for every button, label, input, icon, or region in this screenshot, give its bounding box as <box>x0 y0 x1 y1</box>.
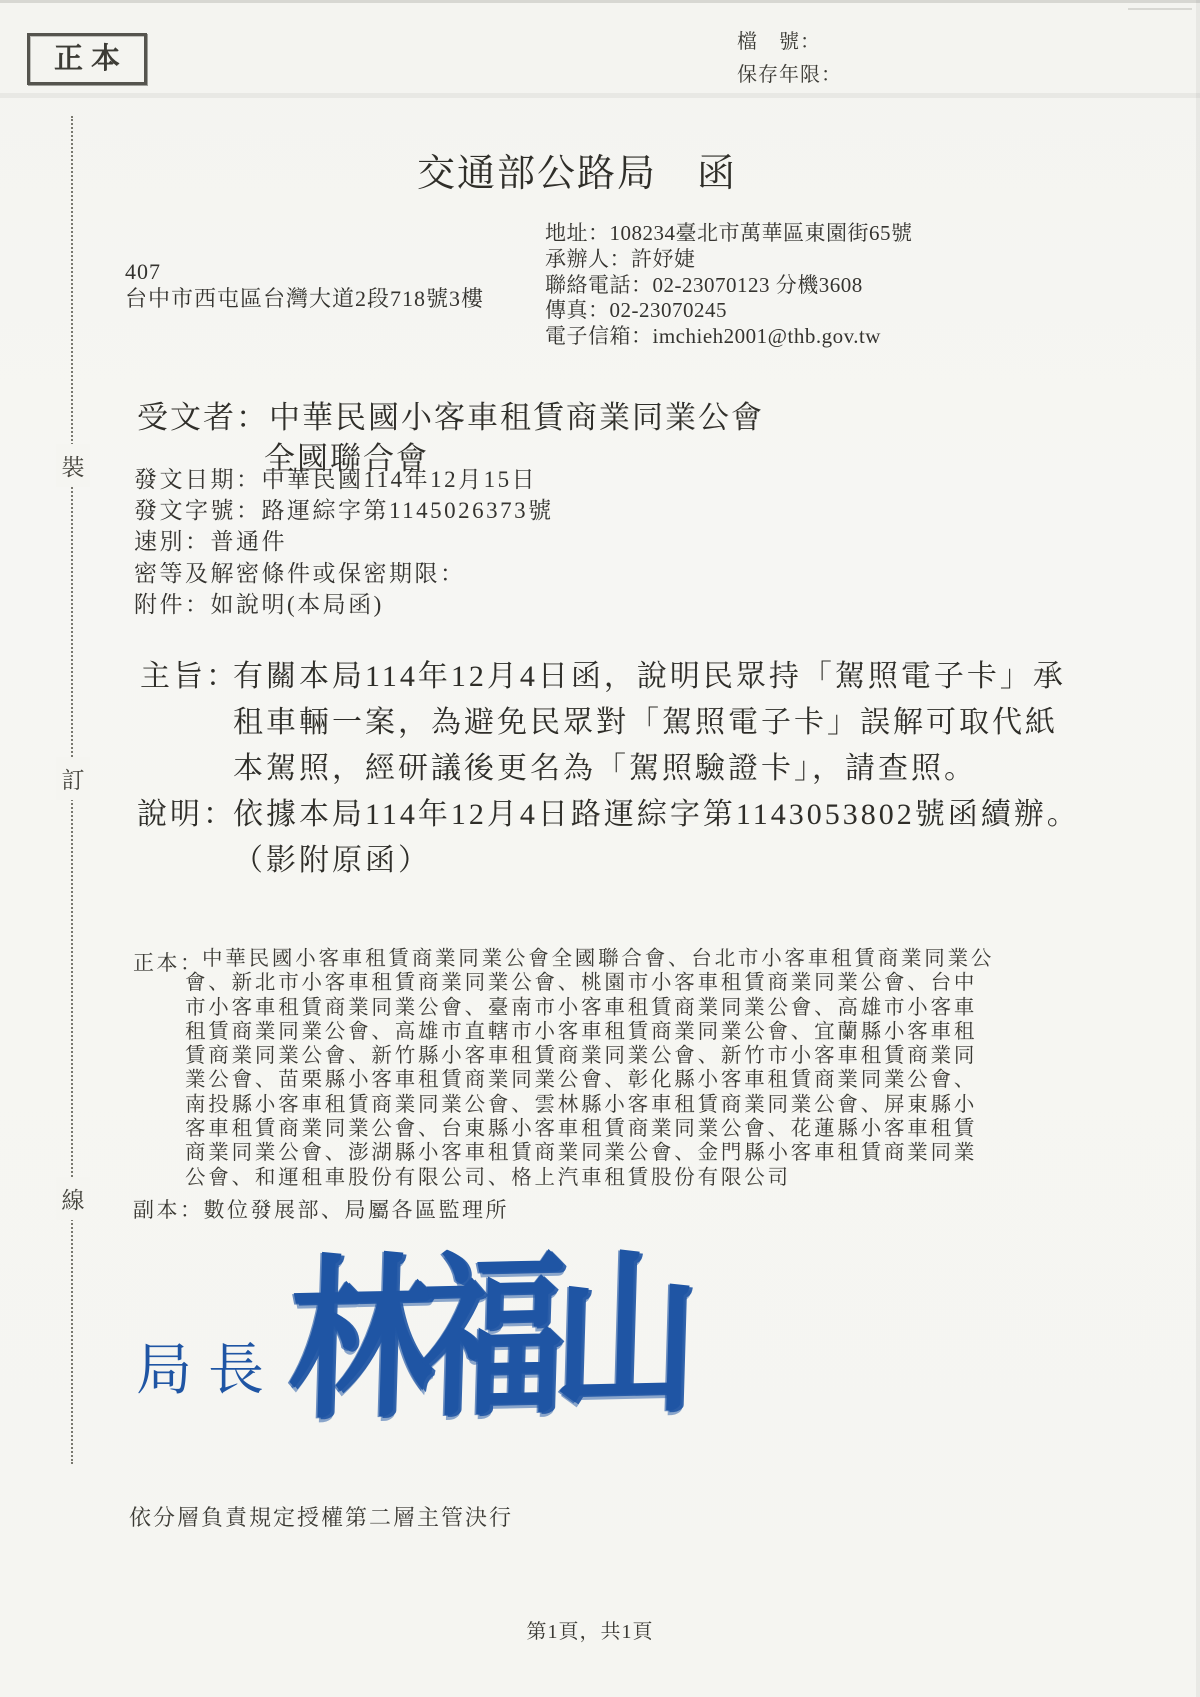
contact-address: 地址：108234臺北市萬華區東園街65號 <box>545 221 913 245</box>
explanation-line: 依據本局114年12月4日路運綜字第1143053802號函續辦。 <box>233 798 1080 831</box>
carbon-copy-line <box>133 1194 509 1224</box>
attachment-line: 附件：如說明(本局函) <box>134 591 384 617</box>
contact-info-block <box>545 221 913 350</box>
recipient-name: 中華民國小客車租賃商業同業公會 <box>269 400 764 435</box>
distribution-line: 南投縣小客車租賃商業同業公會、雲林縣小客車租賃商業同業公會、屏東縣小 <box>185 1093 978 1116</box>
contact-phone: 聯絡電話：02-23070123 分機3608 <box>545 272 863 297</box>
contact-person: 承辦人：許妤婕 <box>545 246 696 271</box>
page-number: 第1頁，共1頁 <box>526 1621 654 1643</box>
retention-period-label: 保存年限： <box>737 64 842 86</box>
distribution-line: 市小客車租賃商業同業公會、臺南市小客車租賃商業同業公會、高雄市小客車 <box>185 996 978 1019</box>
binding-mark-zhuang: 裝 <box>56 444 90 487</box>
distribution-line: 商業同業公會、澎湖縣小客車租賃商業同業公會、金門縣小客車租賃商業同業 <box>185 1142 978 1165</box>
distribution-line: 會、新北市小客車租賃商業同業公會、桃園市小客車租賃商業同業公會、台中 <box>185 972 978 995</box>
original-copy-list <box>185 947 994 1190</box>
distribution-line: 賃商業同業公會、新竹縣小客車租賃商業同業公會、新竹市小客車租賃商業同 <box>185 1045 978 1068</box>
signer-signature: 林福山 <box>286 1237 689 1440</box>
authorization-note: 依分層負責規定授權第二層主管決行 <box>129 1505 514 1530</box>
distribution-line: 客車租賃商業同業公會、台東縣小客車租賃商業同業公會、花蓮縣小客車租賃 <box>185 1118 978 1141</box>
binding-mark-xian: 線 <box>56 1177 90 1220</box>
issue-number-line: 發文字號：路運綜字第1145026373號 <box>134 498 554 524</box>
sender-postal-code: 407 <box>125 259 161 284</box>
scan-streak-corner <box>1128 8 1192 10</box>
carbon-copy-recipients: 數位發展部、局屬各區監理所 <box>203 1198 509 1222</box>
issue-date-line: 發文日期：中華民國114年12月15日 <box>134 467 538 492</box>
sender-address: 台中市西屯區台灣大道2段718號3樓 <box>125 286 485 311</box>
document-meta-block <box>134 464 554 620</box>
distribution-line: 業公會、苗栗縣小客車租賃商業同業公會、彰化縣小客車租賃商業同業公會、 <box>185 1069 978 1092</box>
scan-streak-top <box>0 0 1200 3</box>
contact-fax: 傳真：02-23070245 <box>545 298 727 323</box>
subject-line: 租車輛一案，為避免民眾對「駕照電子卡」誤解可取代紙 <box>233 706 1058 739</box>
signer-title: 局長 <box>136 1340 280 1402</box>
subject-line: 有關本局114年12月4日函，說明民眾持「駕照電子卡」承 <box>233 660 1066 693</box>
file-number-label: 檔 號： <box>737 31 821 53</box>
sender-address-block <box>125 258 484 312</box>
explanation-line: （影附原函） <box>233 844 431 877</box>
scan-streak-band <box>0 93 1200 98</box>
carbon-copy-label: 副本： <box>133 1198 204 1222</box>
subject-line: 本駕照，經研議後更名為「駕照驗證卡」，請查照。 <box>233 752 977 785</box>
distribution-line: 中華民國小客車租賃商業同業公會全國聯合會、台北市小客車租賃商業同業公 <box>202 948 995 970</box>
recipient-line1 <box>137 392 764 437</box>
copy-type-stamp: 正本 <box>27 33 147 85</box>
explanation-label: 說明： <box>137 798 236 831</box>
original-copy-label: 正本： <box>133 951 204 975</box>
security-class-line: 密等及解密條件或保密期限： <box>134 560 466 586</box>
recipient-line2: 全國聯合會 <box>264 441 429 476</box>
speed-class-line: 速別：普通件 <box>134 529 287 555</box>
document-title: 交通部公路局 函 <box>417 153 738 195</box>
distribution-line: 公會、和運租車股份有限公司、格上汽車租賃股份有限公司 <box>185 1166 791 1189</box>
recipient-label: 受文者： <box>137 400 269 435</box>
file-info-block <box>737 26 842 92</box>
subject-label: 主旨： <box>140 660 239 693</box>
contact-email: 電子信箱：imchieh2001@thb.gov.tw <box>545 324 881 349</box>
distribution-line: 租賃商業同業公會、高雄市直轄市小客車租賃商業同業公會、宜蘭縣小客車租 <box>185 1020 978 1043</box>
binding-mark-ding: 訂 <box>56 757 90 800</box>
scan-edge-shadow <box>1196 0 1200 1697</box>
